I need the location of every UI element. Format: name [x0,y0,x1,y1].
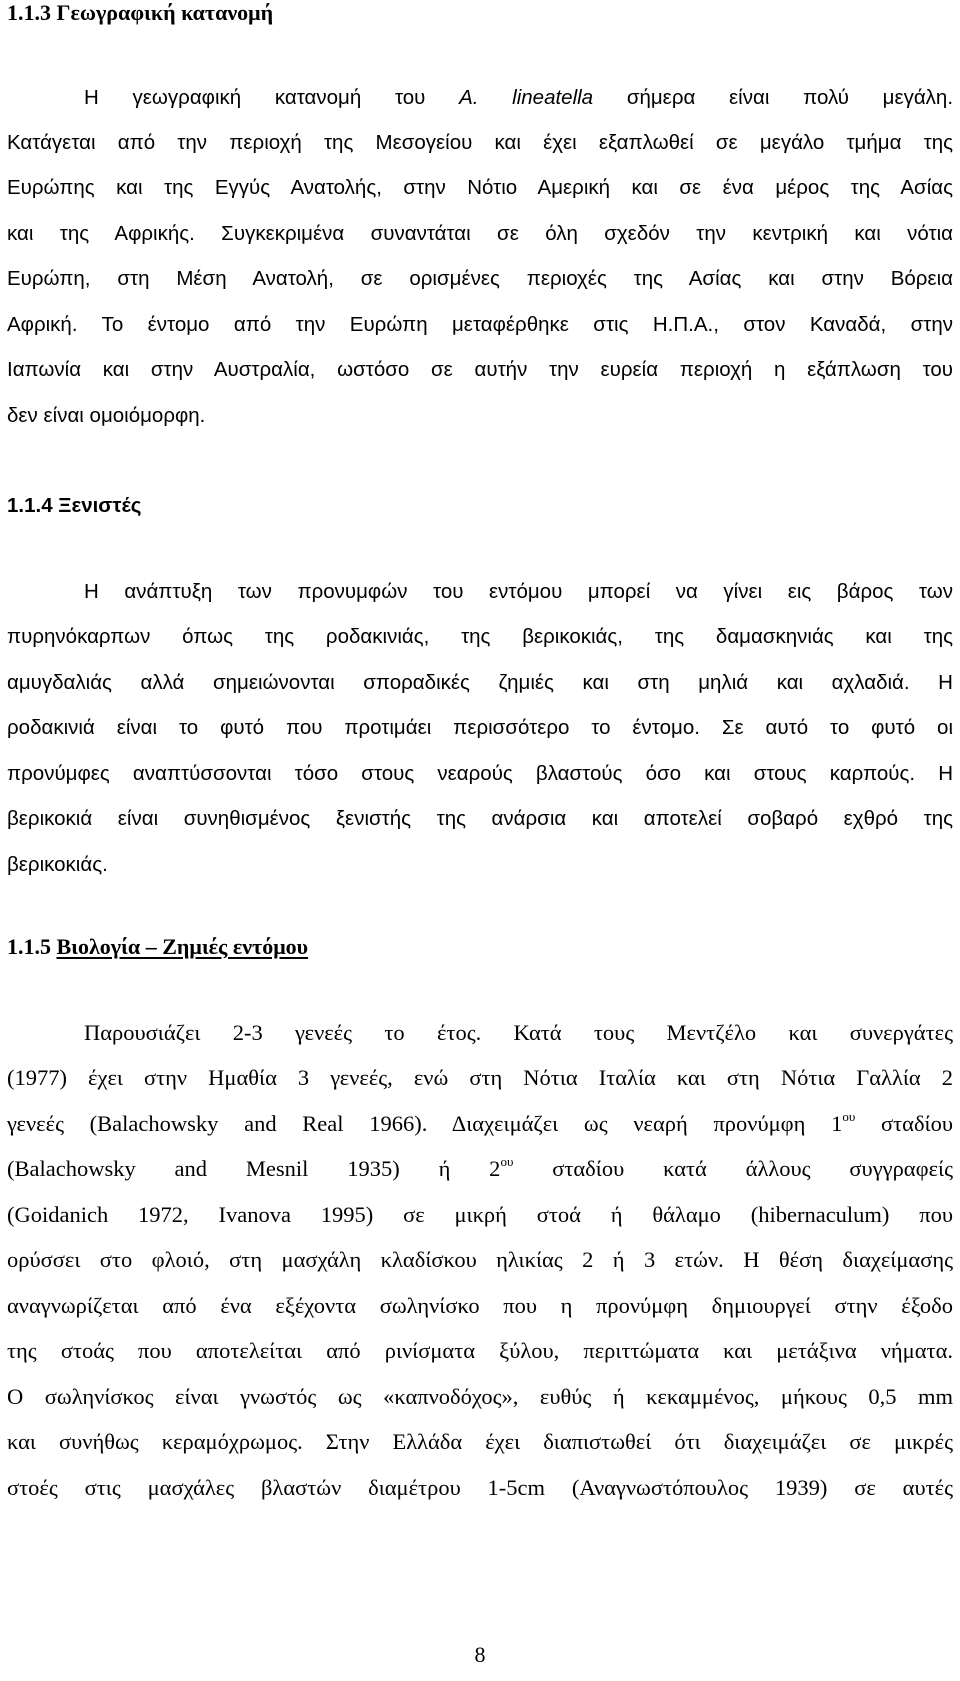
paragraph-line: Η ανάπτυξη των προνυμφών του εντόμου μπορεί να γίνει εις βάρος των [84,580,953,603]
paragraph-line: και της Αφρικής. Συγκεκριμένα συναντάται σε όλη σχεδόν την κεντρική και νότια [7,222,953,245]
paragraph-line: βερικοκιάς. [7,853,108,876]
paragraph-line: (1977) έχει στην Ημαθία 3 γενεές, ενώ στη Νότια Ιταλία και στη Νότια Γαλλία 2 [7,1065,953,1090]
paragraph-line: αναγνωρίζεται από ένα εξέχοντα σωληνίσκο που η προνύμφη δημιουργεί στην έξοδο [7,1293,953,1318]
section-heading-geographic-distribution: 1.1.3 Γεωγραφική κατανομή [7,0,274,25]
paragraph-line: και συνήθως κεραμόχρωμος. Στην Ελλάδα έχει διαπιστωθεί ότι διαχειμάζει σε μικρές [7,1429,953,1454]
paragraph-line: αμυγδαλιάς αλλά σημειώνονται σποραδικές ζημιές και στη μηλιά και αχλαδιά. Η [7,671,953,694]
paragraph-line: (Goidanich 1972, Ivanova 1995) σε μικρή στοά ή θάλαμο (hibernaculum) που [7,1202,953,1227]
page-number: 8 [474,1642,486,1667]
species-name: A. lineatella [459,86,594,109]
paragraph-line: Η γεωγραφική κατανομή του A. lineatella σήμερα είναι πολύ μεγάλη. [84,86,953,109]
section-heading-hosts: 1.1.4 Ξενιστές [7,494,142,517]
paragraph-line: γενεές (Balachowsky and Real 1966). Διαχειμάζει ως νεαρή προνύμφη $1^{o\upsilon}$ σταδίου [7,1109,953,1136]
paragraph-line: πυρηνόκαρπων όπως της ροδακινιάς, της βερικοκιάς, της δαμασκηνιάς και της [7,625,953,648]
superscript-ordinal: ου [842,1109,856,1124]
paragraph-line: της στοάς που αποτελείται από ρινίσματα ξύλου, περιττώματα και μετάξινα νήματα. [7,1338,953,1363]
paragraph-line: Ευρώπης και της Εγγύς Ανατολής, στην Νότιο Αμερική και σε ένα μέρος της Ασίας [7,176,953,199]
paragraph-line: Ιαπωνία και στην Αυστραλία, ωστόσο σε αυτήν την ευρεία περιοχή η εξάπλωση του [7,358,953,381]
paragraph-line: προνύμφες αναπτύσσονται τόσο στους νεαρούς βλαστούς όσο και στους καρπούς. Η [7,762,953,785]
paragraph-line: στοές στις μασχάλες βλαστών διαμέτρου 1-5cm (Αναγνωστόπουλος 1939) σε αυτές [7,1475,953,1500]
section-heading-biology-damage: 1.1.5 Βιολογία – Ζημιές εντόμου [7,934,309,959]
paragraph-line: δεν είναι ομοιόμορφη. [7,404,206,427]
paragraph-line: ορύσσει στο φλοιό, στη μασχάλη κλαδίσκου ηλικίας 2 ή 3 ετών. Η θέση διαχείμασης [7,1247,953,1272]
paragraph-line: βερικοκιά είναι συνηθισμένος ξενιστής της ανάρσια και αποτελεί σοβαρό εχθρό της [7,807,953,830]
paragraph-line: Αφρική. Το έντομο από την Ευρώπη μεταφέρθηκε στις Η.Π.Α., στον Καναδά, στην [7,313,953,336]
paragraph-line: Παρουσιάζει 2-3 γενεές το έτος. Κατά τους Μεντζέλο και συνεργάτες [84,1020,953,1045]
paragraph-line: ροδακινιά είναι το φυτό που προτιμάει περισσότερο το έντομο. Σε αυτό το φυτό οι [7,716,953,739]
paragraph-line: Κατάγεται από την περιοχή της Μεσογείου και έχει εξαπλωθεί σε μεγάλο τμήμα της [7,131,953,154]
paragraph-line: Ευρώπη, στη Μέση Ανατολή, σε ορισμένες περιοχές της Ασίας και στην Βόρεια [7,267,953,290]
paragraph-line: Ο σωληνίσκος είναι γνωστός ως «καπνοδόχος», ευθύς ή κεκαμμένος, μήκους 0,5 mm [7,1384,953,1409]
paragraph-line: (Balachowsky and Mesnil 1935) ή $2^{o\upsilon}$ σταδίου κατά άλλους συγγραφείς [7,1154,953,1181]
superscript-ordinal: ου [500,1154,514,1169]
